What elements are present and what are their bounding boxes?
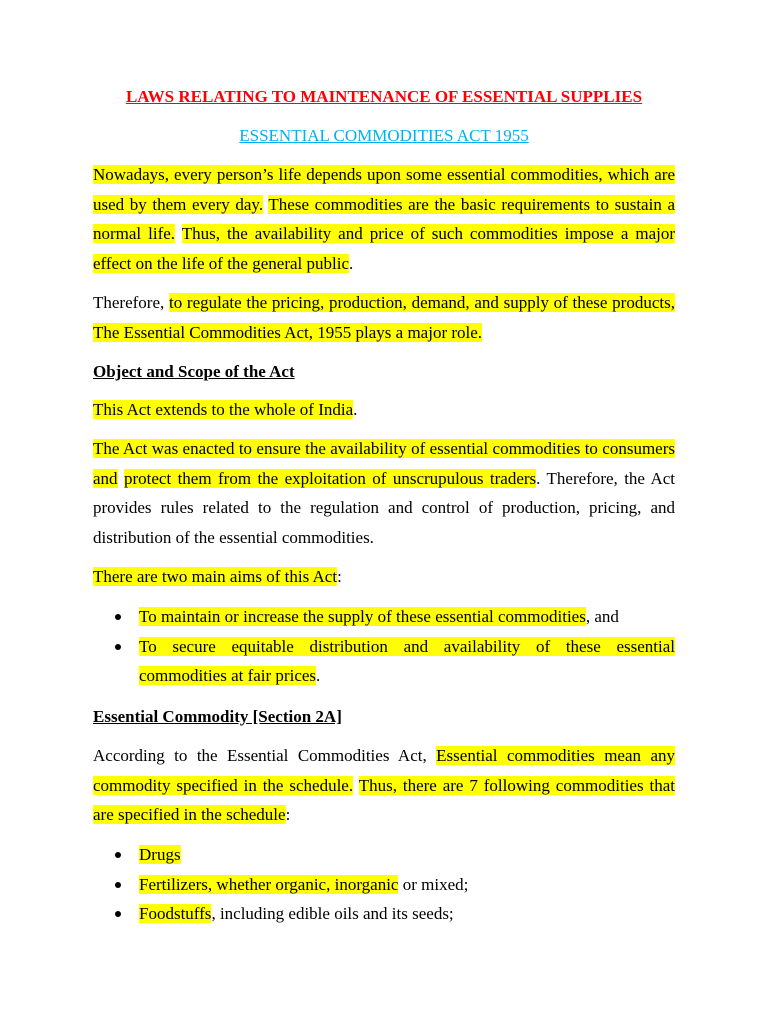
text-span: : (285, 805, 291, 824)
definition-paragraph (93, 741, 675, 830)
highlight: Drugs (139, 845, 181, 864)
highlight: Foodstuffs (139, 904, 212, 923)
bullet-icon (115, 852, 121, 858)
list-item (93, 840, 675, 870)
intro-paragraph (93, 160, 675, 278)
regulation-paragraph (93, 288, 675, 347)
bullet-icon (115, 882, 121, 888)
highlight: and (93, 468, 118, 488)
highlight: protect them from the exploitation of unscrupulous traders (123, 468, 537, 488)
highlight: There are two main aims of this Act (93, 567, 338, 586)
aims-list (93, 602, 675, 691)
text-span: According to the Essential Commodities Act, (93, 746, 437, 765)
section-heading-essential-commodity: Essential Commodity [Section 2A] (93, 707, 342, 726)
bullet-icon (115, 644, 121, 650)
highlight: to regulate the pricing, production, demand, and supply of these products, The Essential Commodities Act, 1955 plays a major role. (93, 293, 675, 342)
highlight: The Act was enacted to ensure the availability of essential commodities to consumers (93, 439, 675, 458)
highlight: To secure equitable distribution and availability of these essential commodities at fair prices (139, 636, 675, 685)
highlight: Nowadays, every person’s life depends upon some essential commodities, which are used by them every day. (93, 165, 675, 214)
list-item (93, 899, 675, 929)
extent-paragraph (93, 395, 675, 425)
list-item (93, 632, 675, 691)
text-span: . (353, 400, 358, 419)
text-span: , including edible oils and its seeds; (211, 904, 454, 923)
bullet-icon (115, 911, 121, 917)
text-span (175, 224, 182, 243)
text-span: or mixed; (398, 874, 469, 894)
text-span: . (316, 666, 321, 685)
text-span: . Therefore, the Act provides rules related to the regulation and control of production, pricing, and distribution of the essential commodities. (93, 468, 675, 547)
list-item (93, 870, 675, 900)
section-heading-object-scope: Object and Scope of the Act (93, 362, 295, 381)
highlight: To maintain or increase the supply of these essential commodities (139, 607, 586, 626)
text-span: : (337, 567, 342, 586)
highlight: This Act extends to the whole of India (93, 400, 354, 419)
highlight: Thus, the availability and price of such commodities impose a major effect on the life of the general public (93, 224, 676, 273)
aims-intro-paragraph (93, 562, 675, 592)
text-span: Therefore, (93, 293, 169, 312)
document-subtitle: ESSENTIAL COMMODITIES ACT 1955 (239, 126, 529, 145)
document-title: LAWS RELATING TO MAINTENANCE OF ESSENTIAL SUPPLIES (125, 87, 643, 106)
highlight: Essential commodities mean any commodity specified in the schedule. (93, 746, 675, 795)
highlight: Fertilizers, whether organic, inorganic (139, 874, 399, 894)
purpose-paragraph (93, 434, 675, 552)
text-span: . (349, 253, 354, 273)
text-span (353, 776, 359, 795)
list-item (93, 602, 675, 632)
commodities-list (93, 840, 675, 929)
text-span: , and (585, 607, 619, 626)
bullet-icon (115, 614, 121, 620)
highlight: Thus, there are 7 following commodities that are specified in the schedule (93, 775, 675, 824)
text-span (118, 469, 124, 488)
highlight: These commodities are the basic requirements to sustain a normal life. (93, 194, 675, 243)
